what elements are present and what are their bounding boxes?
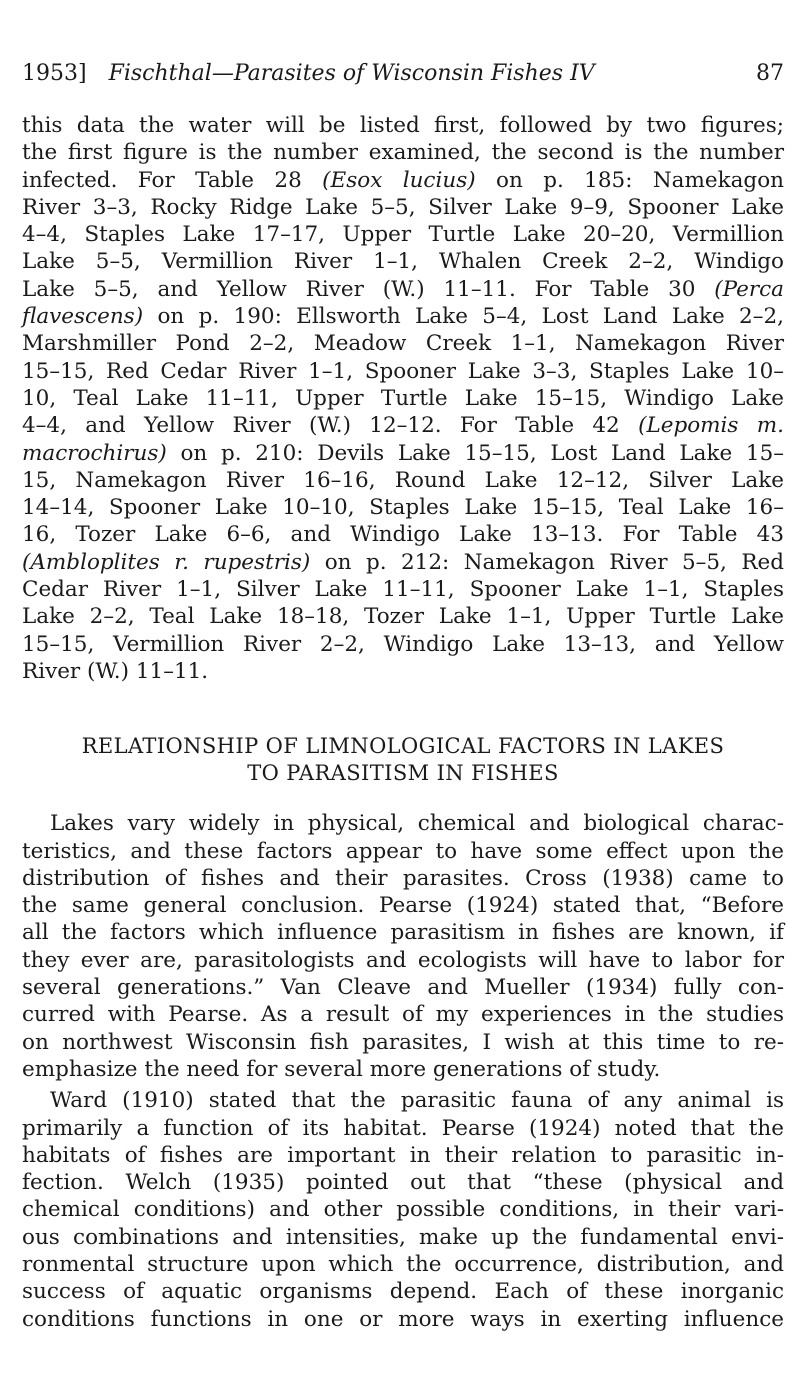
text-line [22,385,784,412]
italic-species-name: (Esox lucius) [322,167,476,193]
text-segment: on p. 190: Ellsworth Lake 5–4, Lost Land Lake 2–2, [143,304,784,330]
text-line [22,1278,784,1305]
section-heading-line-2: TO PARASITISM IN FISHES [247,761,559,786]
italic-species-name: macrochirus) [22,440,167,466]
text-segment: ronmental structure upon which the occurrence, distribution, and [22,1251,784,1277]
text-line [22,440,784,467]
text-line [22,1087,784,1114]
text-line [22,549,784,576]
text-segment: Lake 5–5, Vermillion River 1–1, Whalen Creek 2–2, Windigo [22,249,784,275]
text-line [22,838,784,865]
text-segment: the same general conclusion. Pearse (1924) stated that, “Before [22,893,784,919]
text-segment: success of aquatic organisms depend. Each of these inorganic [22,1279,784,1305]
text-segment: distribution of fishes and their parasites. Cross (1938) came to [22,865,784,891]
text-line [22,521,784,548]
text-line [22,865,784,892]
text-segment: on p. 212: Namekagon River 5–5, Red [310,549,785,575]
text-line [22,358,784,385]
text-segment: Lake 5–5, and Yellow River (W.) 11–11. For Table 30 [22,276,715,302]
body-paragraph-1 [22,810,784,1083]
text-segment: emphasize the need for several more generations of study. [22,1056,661,1082]
text-line [22,947,784,974]
intro-paragraph [22,112,784,685]
text-segment: several generations.” Van Cleave and Mueller (1934) fully con- [22,975,784,1001]
text-line [22,892,784,919]
text-line [22,1224,784,1251]
text-segment: Lake 2–2, Teal Lake 18–18, Tozer Lake 1–1, Upper Turtle Lake [22,604,784,630]
text-line [22,167,784,194]
journal-page [22,58,784,1333]
text-line [22,974,784,1001]
text-segment: on p. 185: Namekagon [475,167,784,193]
text-segment: the first figure is the number examined, the second is the number [22,140,784,166]
text-segment: 14–14, Spooner Lake 10–10, Staples Lake 15–15, Teal Lake 16– [22,495,784,521]
text-line [22,810,784,837]
text-segment: ous combinations and intensities, make up the fundamental envi- [22,1224,784,1250]
text-segment: infected. For Table 28 [22,167,323,193]
text-line [22,631,784,658]
text-segment: conditions functions in one or more ways in exerting influence [22,1306,784,1332]
text-line [22,919,784,946]
text-line [22,1056,784,1083]
text-segment: this data the water will be listed first, followed by two figures; [22,113,784,138]
text-line [22,412,784,439]
text-line [22,1196,784,1223]
text-segment: Marshmiller Pond 2–2, Meadow Creek 1–1, Namekagon River [22,331,784,357]
text-segment: River 3–3, Rocky Ridge Lake 5–5, Silver Lake 9–9, Spooner Lake [22,194,784,220]
body-paragraph-2 [22,1087,784,1333]
text-line [22,467,784,494]
text-line [22,276,784,303]
text-segment: curred with Pearse. As a result of my experiences in the studies [22,1002,784,1028]
running-head-title: Fischthal—Parasites of Wisconsin Fishes IV [108,61,595,86]
text-segment: River (W.) 11–11. [22,658,209,684]
italic-species-name: flavescens) [22,304,144,330]
text-line [22,1142,784,1169]
text-segment: teristics, and these factors appear to have some effect upon the [22,838,784,864]
page-number: 87 [756,61,784,86]
text-line [22,303,784,330]
italic-species-name: (Ambloplites r. rupestris) [22,549,311,575]
text-line [22,494,784,521]
text-segment: 15, Namekagon River 16–16, Round Lake 12–12, Silver Lake [22,467,784,493]
section-heading [22,733,784,787]
text-line [22,603,784,630]
text-segment: habitats of fishes are important in their relation to parasitic in- [22,1142,784,1168]
running-head-year: 1953] [22,61,87,86]
text-segment: chemical conditions) and other possible conditions, in their vari- [22,1197,784,1223]
text-segment: 16, Tozer Lake 6–6, and Windigo Lake 13–13. For Table 43 [22,522,784,548]
text-segment: on p. 210: Devils Lake 15–15, Lost Land Lake 15– [166,440,784,466]
text-line [22,194,784,221]
text-segment: on northwest Wisconsin fish parasites, I wish at this time to re- [22,1029,784,1055]
running-head [22,58,784,90]
section-heading-line-1: RELATIONSHIP OF LIMNOLOGICAL FACTORS IN LAKES [81,734,725,759]
text-line [22,330,784,357]
italic-species-name: (Perca [714,276,784,302]
text-line [22,1169,784,1196]
text-line [22,139,784,166]
text-segment: Lakes vary widely in physical, chemical and biological charac- [50,811,784,837]
text-segment: all the factors which influence parasitism in fishes are known, if [22,920,784,946]
text-line [22,576,784,603]
text-segment: Cedar River 1–1, Silver Lake 11–11, Spooner Lake 1–1, Staples [22,577,784,603]
text-segment: they ever are, parasitologists and ecologists will have to labor for [22,947,784,973]
text-segment: 15–15, Vermillion River 2–2, Windigo Lake 13–13, and Yellow [22,631,784,657]
text-segment: fection. Welch (1935) pointed out that “these (physical and [22,1170,784,1196]
text-segment: primarily a function of its habitat. Pearse (1924) noted that the [22,1115,784,1141]
text-segment: Ward (1910) stated that the parasitic fauna of any animal is [50,1088,784,1114]
italic-species-name: (Lepomis m. [638,413,784,439]
text-line [22,221,784,248]
text-segment: 10, Teal Lake 11–11, Upper Turtle Lake 15–15, Windigo Lake [22,385,784,411]
text-segment: 4–4, and Yellow River (W.) 12–12. For Table 42 [22,413,639,439]
text-line [22,1115,784,1142]
text-segment: 15–15, Red Cedar River 1–1, Spooner Lake 3–3, Staples Lake 10– [22,358,784,384]
text-line [22,112,784,139]
text-segment: 4–4, Staples Lake 17–17, Upper Turtle Lake 20–20, Vermillion [22,222,784,248]
text-line [22,1251,784,1278]
text-line [22,1001,784,1028]
text-line [22,658,784,685]
text-line [22,1306,784,1333]
text-line [22,248,784,275]
text-line [22,1029,784,1056]
